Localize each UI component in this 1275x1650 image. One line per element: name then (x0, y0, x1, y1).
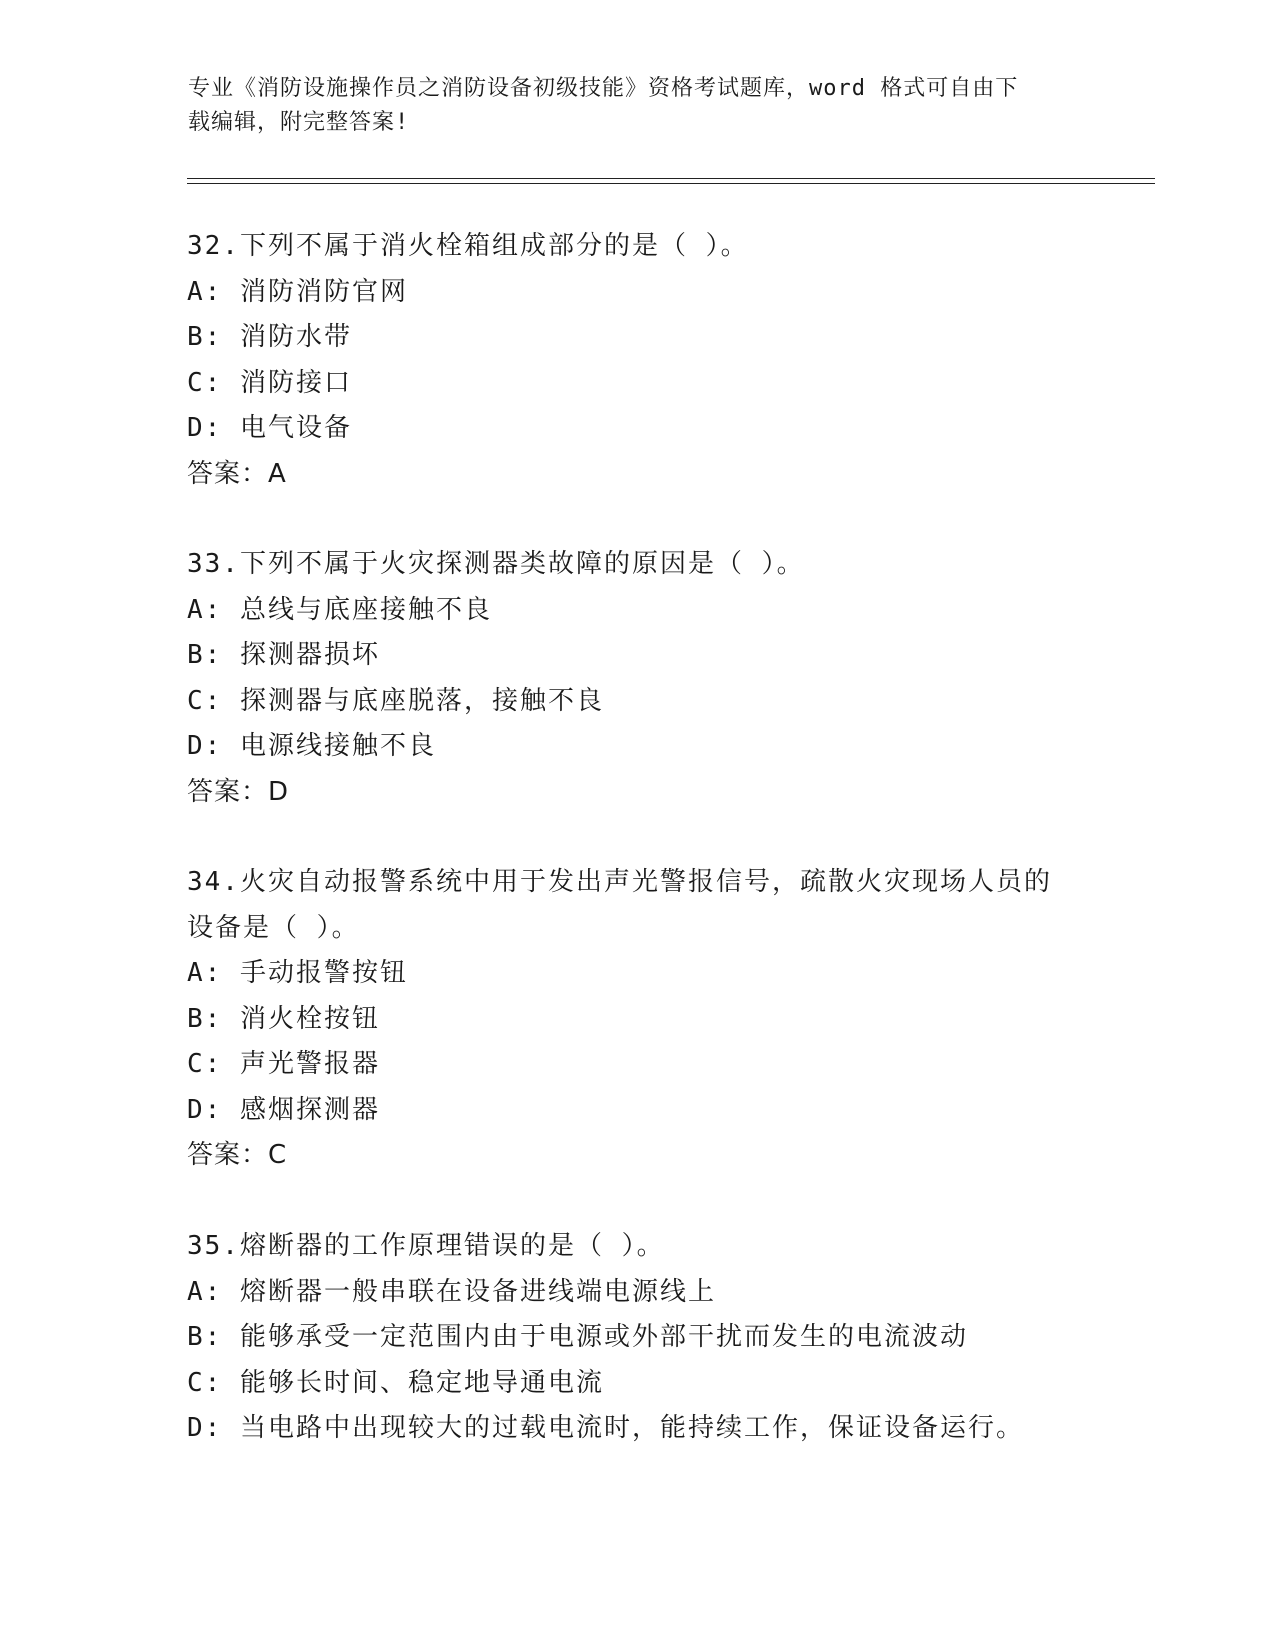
option-b: B: 消防水带 (187, 322, 352, 352)
question-32 (187, 224, 1147, 497)
option-d: D: 电源线接触不良 (187, 731, 436, 761)
question-stem-line-2: 设备是（ ）。 (187, 912, 360, 943)
option-d: D: 当电路中出现较大的过载电流时，能持续工作，保证设备运行。 (187, 1413, 1024, 1443)
option-a: A: 消防消防官网 (187, 276, 408, 307)
question-35 (187, 1224, 1147, 1452)
header-intro-line-1: 专业《消防设施操作员之消防设备初级技能》资格考试题库，word 格式可自由下 (188, 76, 1019, 101)
option-a: A: 总线与底座接触不良 (187, 594, 492, 625)
answer-line: 答案：D (187, 776, 290, 807)
option-a: A: 手动报警按钮 (187, 958, 408, 988)
option-c: C: 消防接口 (187, 367, 352, 398)
question-34 (187, 860, 1147, 1179)
option-d: D: 感烟探测器 (187, 1094, 380, 1125)
option-d: D: 电气设备 (187, 413, 352, 443)
question-stem: 33.下列不属于火灾探测器类故障的原因是（ ）。 (187, 549, 805, 579)
option-c: C: 探测器与底座脱落，接触不良 (187, 685, 604, 716)
option-b: B: 能够承受一定范围内由于电源或外部干扰而发生的电流波动 (187, 1322, 968, 1352)
question-33 (187, 542, 1147, 815)
header-divider-top (187, 178, 1155, 179)
question-stem: 35.熔断器的工作原理错误的是（ ）。 (187, 1231, 665, 1261)
answer-line: 答案：A (187, 458, 287, 489)
question-stem-line-1: 34.火灾自动报警系统中用于发出声光警报信号，疏散火灾现场人员的 (187, 867, 1052, 897)
option-c: C: 能够长时间、稳定地导通电流 (187, 1367, 604, 1398)
header-divider-bottom (187, 183, 1155, 184)
option-b: B: 探测器损坏 (187, 640, 380, 670)
option-c: C: 声光警报器 (187, 1049, 380, 1079)
header-intro-line-2: 载编辑，附完整答案! (188, 110, 410, 135)
question-stem: 32.下列不属于消火栓箱组成部分的是（ ）。 (187, 231, 749, 261)
option-b: B: 消火栓按钮 (187, 1003, 380, 1034)
option-a: A: 熔断器一般串联在设备进线端电源线上 (187, 1276, 716, 1307)
document-header (188, 72, 1068, 140)
answer-line: 答案：C (187, 1140, 288, 1170)
